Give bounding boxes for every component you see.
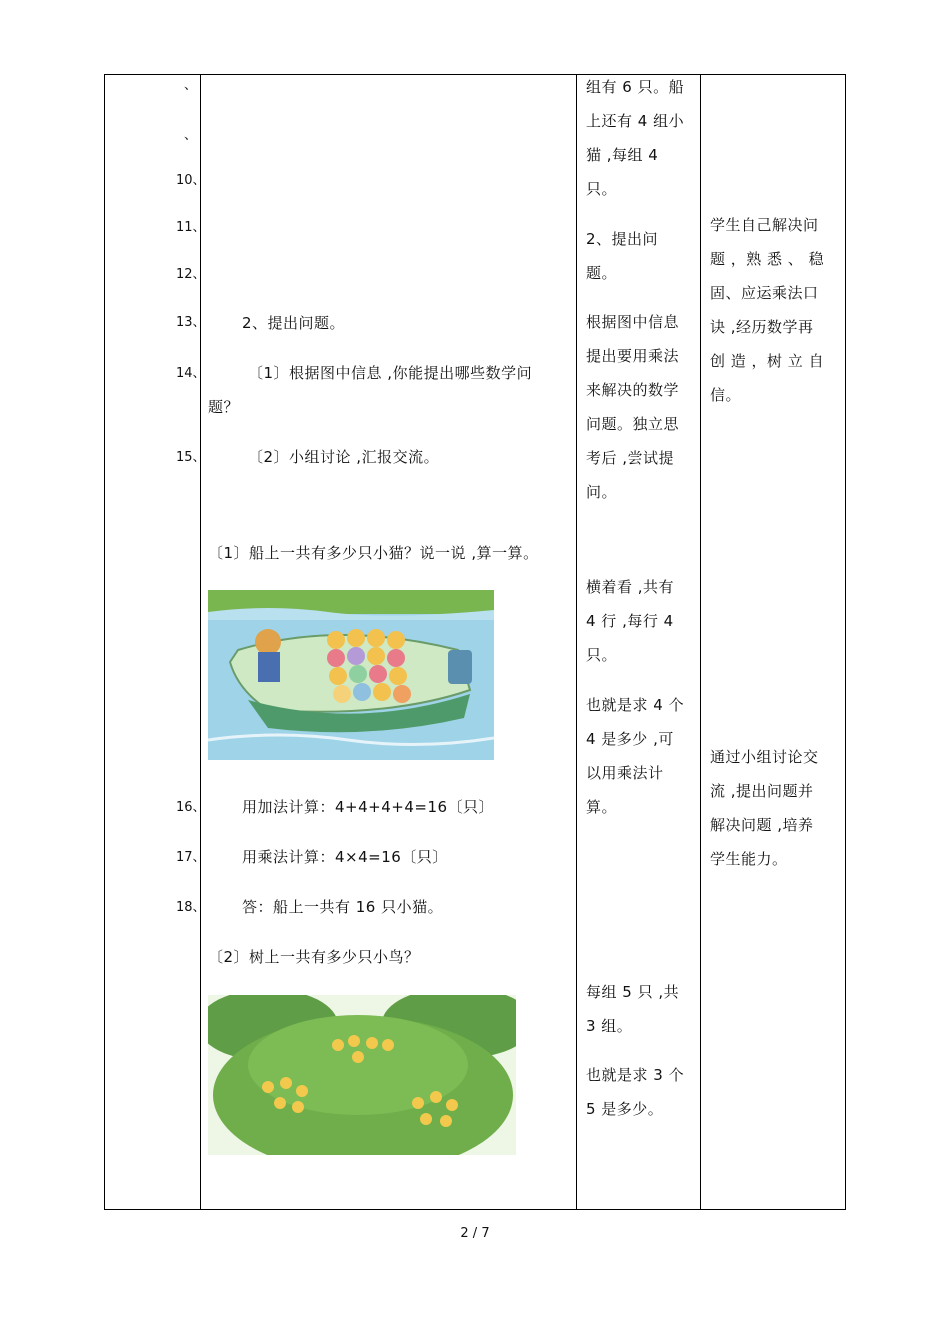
student-text-line: 以用乘法计 <box>586 764 664 782</box>
list-number: 14、 <box>176 366 206 381</box>
student-text-line: 4 是多少 ,可 <box>586 730 674 748</box>
design-intent-col-2 <box>710 740 840 876</box>
page-number: 2 / 7 <box>460 1226 490 1241</box>
student-text-line: 横着看 ,共有 <box>586 578 675 596</box>
student-text-line: 问题。独立思 <box>586 415 680 433</box>
problem-1-title: 〔1〕船上一共有多少只小猫？说一说 ,算一算。 <box>208 544 539 562</box>
student-text-line: 3 组。 <box>586 1017 633 1035</box>
multiplication-calc: 用乘法计算：4×4=16〔只〕 <box>242 848 448 866</box>
table-col-line-1 <box>200 74 201 1210</box>
student-text-line: 只。 <box>586 646 618 664</box>
design-intent-col <box>710 208 840 412</box>
student-text-line: 根据图中信息 <box>586 313 680 331</box>
intent-text-line: 学生自己解决问 <box>710 216 819 234</box>
boat-cats-illustration <box>208 590 494 760</box>
table-col-line-2 <box>576 74 577 1210</box>
list-number: 10、 <box>176 173 206 188</box>
student-text-line: 组有 6 只。船 <box>586 78 685 96</box>
tree-birds-illustration <box>208 995 516 1155</box>
boat-cats-svg <box>208 590 494 760</box>
intent-text-line: 创 造 ，树 立 自 <box>710 352 825 370</box>
student-text-line: 考后 ,尝试提 <box>586 449 675 467</box>
student-text-line: 只。 <box>586 180 618 198</box>
list-number: 17、 <box>176 850 206 865</box>
table-bottom-border <box>104 1209 846 1210</box>
student-activity-col-7 <box>586 1058 696 1126</box>
table-col-line-0 <box>104 74 105 1210</box>
student-text-line: 也就是求 4 个 <box>586 696 685 714</box>
intent-text-line: 学生能力。 <box>710 850 788 868</box>
list-number: 15、 <box>176 450 206 465</box>
student-text-line: 上还有 4 组小 <box>586 112 685 130</box>
student-text-line: 2、提出问 <box>586 230 659 248</box>
student-text-line: 5 是多少。 <box>586 1100 664 1118</box>
student-activity-col-5 <box>586 688 696 824</box>
list-number: 12、 <box>176 267 206 282</box>
table-top-border <box>104 74 846 75</box>
student-text-line: 猫 ,每组 4 <box>586 146 659 164</box>
tree-birds-svg <box>208 995 516 1155</box>
list-number: 、 <box>184 128 198 143</box>
intent-text-line: 信。 <box>710 386 742 404</box>
student-activity-col-2 <box>586 222 696 290</box>
student-text-line: 也就是求 3 个 <box>586 1066 685 1084</box>
student-text-line: 提出要用乘法 <box>586 347 680 365</box>
student-activity-col-6 <box>586 975 696 1043</box>
student-text-line: 题。 <box>586 264 618 282</box>
intent-text-line: 流 ,提出问题并 <box>710 782 814 800</box>
problem-2-title: 〔2〕树上一共有多少只小鸟？ <box>208 948 420 966</box>
student-text-line: 4 行 ,每行 4 <box>586 612 674 630</box>
question-1-cont: 题？ <box>208 398 240 416</box>
answer-line: 答：船上一共有 16 只小猫。 <box>242 898 444 916</box>
list-number: 16、 <box>176 800 206 815</box>
section-heading: 2、提出问题。 <box>242 314 346 332</box>
table-col-line-4 <box>845 74 846 1210</box>
intent-text-line: 诀 ,经历数学再 <box>710 318 814 336</box>
list-number: 13、 <box>176 315 206 330</box>
intent-text-line: 固、应运乘法口 <box>710 284 819 302</box>
intent-text-line: 题 ，熟 悉 、 稳 <box>710 250 825 268</box>
intent-text-line: 解决问题 ,培养 <box>710 816 814 834</box>
question-1: 〔1〕根据图中信息 ,你能提出哪些数学问 <box>248 364 533 382</box>
student-activity-col-4 <box>586 570 696 672</box>
student-text-line: 来解决的数学 <box>586 381 680 399</box>
student-text-line: 问。 <box>586 483 618 501</box>
student-activity-col <box>586 70 696 206</box>
student-activity-col-3 <box>586 305 696 509</box>
list-number: 、 <box>184 78 198 93</box>
question-2: 〔2〕小组讨论 ,汇报交流。 <box>248 448 440 466</box>
table-col-line-3 <box>700 74 701 1210</box>
list-number: 18、 <box>176 900 206 915</box>
addition-calc: 用加法计算：4+4+4+4=16〔只〕 <box>242 798 495 816</box>
student-text-line: 每组 5 只 ,共 <box>586 983 680 1001</box>
list-number: 11、 <box>176 220 206 235</box>
intent-text-line: 通过小组讨论交 <box>710 748 819 766</box>
student-text-line: 算。 <box>586 798 618 816</box>
